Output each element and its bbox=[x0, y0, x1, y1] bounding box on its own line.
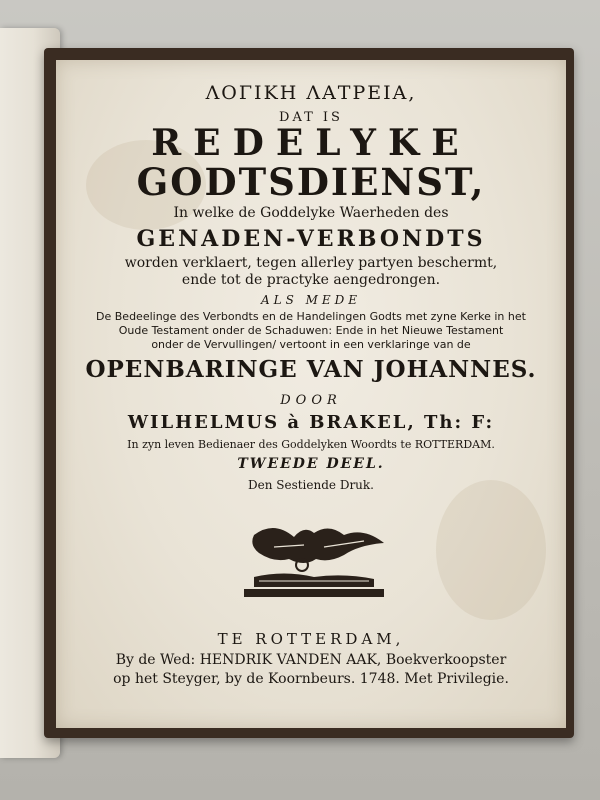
title-page bbox=[56, 60, 566, 728]
dat-is-line: DAT IS bbox=[279, 110, 343, 125]
printer-device-phoenix-icon bbox=[234, 515, 394, 615]
door-line: DOOR bbox=[280, 393, 342, 408]
subtitle-line-3: worden verklaert, tegen allerley partyen beschermt, bbox=[124, 255, 498, 271]
als-mede-line: ALS MEDE bbox=[260, 293, 362, 307]
volume-label: TWEEDE DEEL. bbox=[237, 456, 385, 472]
description-line-3: onder de Vervullingen/ vertoont in een verklaringe van de bbox=[151, 338, 471, 351]
main-title-redelyke: REDELYKE bbox=[151, 122, 471, 164]
subtitle-line-4: ende tot de practyke aengedrongen. bbox=[181, 272, 441, 288]
openbaringe-title: OPENBARINGE VAN JOHANNES. bbox=[85, 356, 537, 383]
description-line-1: De Bedeelinge des Verbondts en de Handelingen Godts met zyne Kerke in het bbox=[96, 310, 526, 323]
paper-stain bbox=[436, 480, 546, 620]
author-role: In zyn leven Bedienaer des Goddelyken Woordts te ROTTERDAM. bbox=[127, 438, 495, 451]
subtitle-genaden-verbondts: GENADEN-VERBONDTS bbox=[136, 226, 486, 252]
imprint-publisher-line-1: By de Wed: HENDRIK VANDEN AAK, Boekverkoopster bbox=[115, 652, 507, 668]
author-name: WILHELMUS à BRAKEL, Th: F: bbox=[127, 412, 495, 433]
description-line-2: Oude Testament onder de Schaduwen: Ende in het Nieuwe Testament bbox=[118, 324, 504, 337]
imprint-publisher-line-2: op het Steyger, by de Koornbeurs. 1748. Met Privilegie. bbox=[113, 671, 509, 687]
edition-label: Den Sestiende Druk. bbox=[247, 478, 374, 492]
imprint-place: TE ROTTERDAM, bbox=[217, 630, 405, 648]
greek-title: ΛΟΓΙΚΗ ΛΑΤΡΕΙΑ, bbox=[205, 82, 417, 104]
main-title-godtsdienst: GODTSDIENST, bbox=[136, 160, 486, 204]
subtitle-line-1: In welke de Goddelyke Waerheden des bbox=[173, 205, 449, 221]
